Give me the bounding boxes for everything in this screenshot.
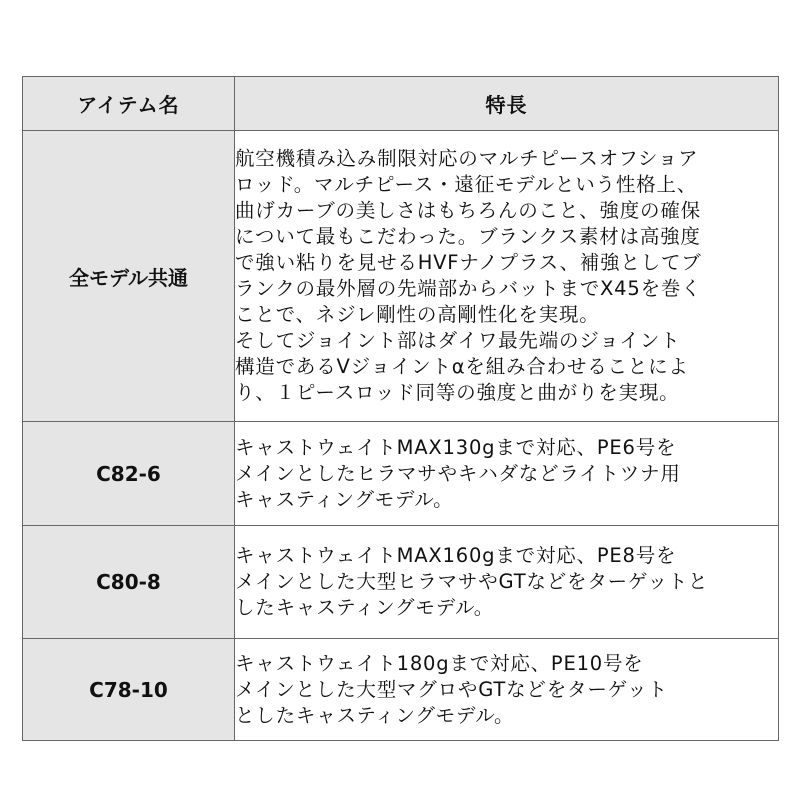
description-line: したキャスティングモデル。 bbox=[235, 596, 495, 619]
description-line: 構造であるVジョイントαを組み合わせることによ bbox=[235, 355, 689, 378]
description-line: 曲げカーブの美しさはもちろんのこと、強度の確保 bbox=[235, 199, 701, 222]
description-line: で強い粘りを見せるHVFナノプラス、補強としてブ bbox=[235, 251, 702, 274]
header-row bbox=[23, 77, 779, 131]
feature-description bbox=[235, 526, 779, 639]
description-line: メインとしたヒラマサやキハダなどライトツナ用 bbox=[235, 461, 681, 485]
description-line: キャストウェイトMAX160gまで対応、PE8号を bbox=[235, 544, 677, 567]
table-row-common bbox=[23, 131, 779, 422]
table-row-c80-8 bbox=[23, 526, 779, 639]
description-line: 航空機積み込み制限対応のマルチピースオフショア bbox=[235, 147, 699, 170]
header-feature: 特長 bbox=[235, 77, 779, 131]
feature-description bbox=[235, 131, 779, 422]
description-line: そしてジョイント部はダイワ最先端のジョイント bbox=[235, 329, 681, 352]
description-line: について最もこだわった。ブランクス素材は高強度 bbox=[235, 225, 701, 248]
model-name: C80-8 bbox=[23, 526, 235, 639]
description-line: キャスティングモデル。 bbox=[235, 487, 454, 511]
feature-description bbox=[235, 639, 779, 741]
description-line: メインとした大型マグロやGTなどをターゲット bbox=[235, 677, 668, 701]
description-line: ランクの最外層の先端部からバットまでX45を巻く bbox=[235, 277, 702, 300]
description-line: ことで、ネジレ剛性の高剛性化を実現。 bbox=[235, 303, 600, 326]
spec-table bbox=[22, 76, 779, 741]
feature-description bbox=[235, 422, 779, 526]
header-item-name: アイテム名 bbox=[23, 77, 235, 131]
description-line: ロッド。マルチピース・遠征モデルという性格上、 bbox=[235, 173, 698, 196]
model-name: 全モデル共通 bbox=[23, 131, 235, 422]
description-line: メインとした大型ヒラマサやGTなどをターゲットと bbox=[235, 570, 709, 593]
model-name: C78-10 bbox=[23, 639, 235, 741]
description-line: り、１ピースロッド同等の強度と曲がりを実現。 bbox=[235, 381, 680, 404]
description-line: としたキャスティングモデル。 bbox=[235, 703, 515, 727]
table-row-c82-6 bbox=[23, 422, 779, 526]
description-line: キャストウェイト180gまで対応、PE10号を bbox=[235, 651, 644, 675]
description-line: キャストウェイトMAX130gまで対応、PE6号を bbox=[235, 435, 677, 459]
model-name: C82-6 bbox=[23, 422, 235, 526]
table-row-c78-10 bbox=[23, 639, 779, 741]
